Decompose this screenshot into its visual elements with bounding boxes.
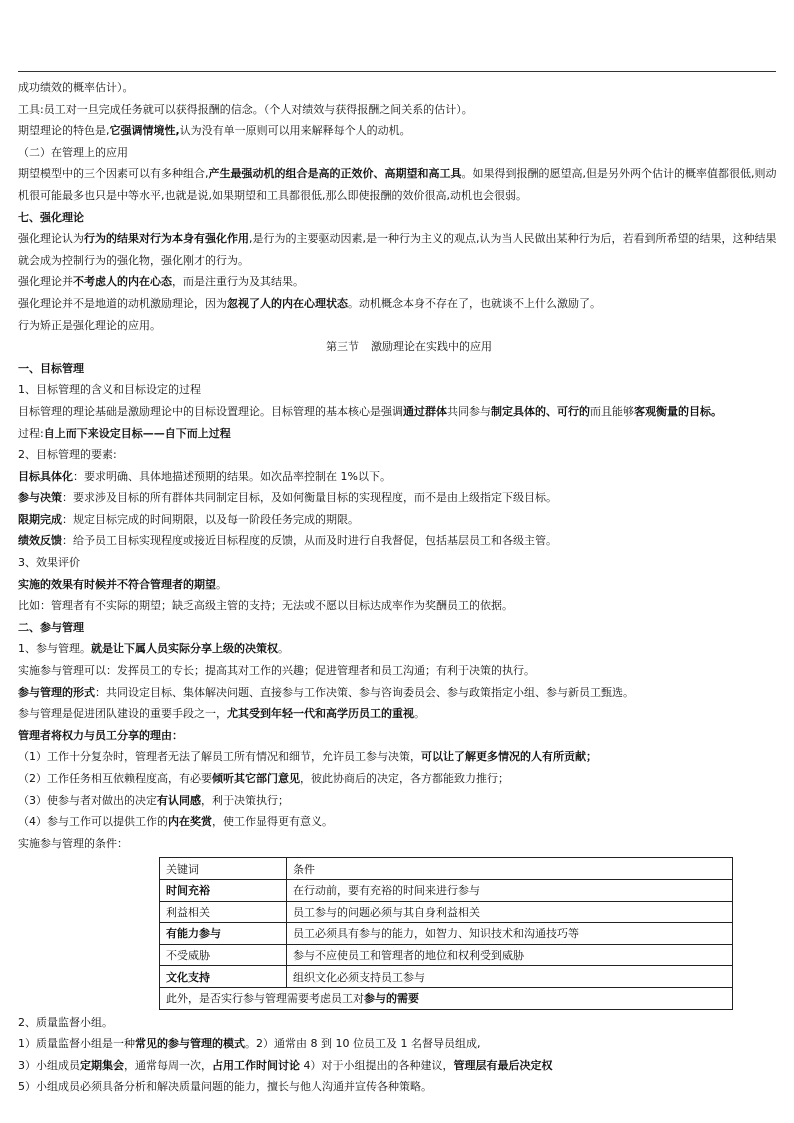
text-line: 强化理论并不考虑人的内在心态，而是注重行为及其结果。 xyxy=(18,275,304,289)
table-key-cell: 时间充裕 xyxy=(160,879,287,901)
text-line: （4）参与工作可以提供工作的内在奖赏，使工作显得更有意义。 xyxy=(18,815,333,829)
table-cond-cell: 员工必须具有参与的能力，如智力、知识技术和沟通技巧等 xyxy=(287,923,733,945)
table-row xyxy=(160,901,733,923)
text-line: 绩效反馈：给予员工目标实现程度或接近目标程度的反馈，从而及时进行自我督促，包括基层员工和各级主管。 xyxy=(18,534,557,548)
text-line: 行为矫正是强化理论的应用。 xyxy=(18,318,161,332)
text-line: 2、质量监督小组。 xyxy=(18,1015,113,1029)
table-key-cell: 不受威胁 xyxy=(160,944,287,966)
table-footer-row xyxy=(160,987,733,1009)
table-header-cell: 条件 xyxy=(287,858,733,880)
text-line: 实施参与管理可以：发挥员工的专长；提高其对工作的兴趣；促进管理者和员工沟通；有利于决策的执行。 xyxy=(18,664,535,678)
table-row xyxy=(160,944,733,966)
text-line: 目标具体化：要求明确、具体地描述预期的结果。如次品率控制在 1%以下。 xyxy=(18,469,391,483)
text-line: 3、效果评价 xyxy=(18,556,80,570)
subheading: （二）在管理上的应用 xyxy=(18,145,128,159)
header-rule xyxy=(18,71,776,72)
text-line: 过程:自上而下来设定目标——自下而上过程 xyxy=(18,426,231,440)
text-line: 1、目标管理的含义和目标设定的过程 xyxy=(18,383,201,397)
table-key-cell: 利益相关 xyxy=(160,901,287,923)
text-line: （1）工作十分复杂时，管理者无法了解员工所有情况和细节，允许员工参与决策，可以让了解更多情况的人有所贡献； xyxy=(18,750,597,764)
section-heading: 二、参与管理 xyxy=(18,620,84,634)
text-line: 1、参与管理。就是让下属人员实际分享上级的决策权。 xyxy=(18,642,289,656)
table-key-cell: 文化支持 xyxy=(160,966,287,988)
text-line: 成功绩效的概率估计）。 xyxy=(18,81,134,94)
text-line: 期望理论的特色是,它强调情境性,认为没有单一原则可以用来解释每个人的动机。 xyxy=(18,124,411,138)
text-line: 参与管理的形式：共同设定目标、集体解决问题、直接参与工作决策、参与咨询委员会、参与政策指定小组、参与新员工甄选。 xyxy=(18,685,634,699)
text-line: 比如：管理者有不实际的期望；缺乏高级主管的支持；无法或不愿以目标达成率作为奖酬员工的依据。 xyxy=(18,599,513,613)
text-line: 参与管理是促进团队建设的重要手段之一，尤其受到年轻一代和高学历员工的重视。 xyxy=(18,707,425,721)
text-line: 强化理论并不是地道的动机激励理论，因为忽视了人的内在心理状态。动机概念本身不存在了，也就谈不上什么激励了。 xyxy=(18,296,601,310)
text-line: （3）使参与者对做出的决定有认同感，利于决策执行； xyxy=(18,793,289,807)
paragraph: 强化理论认为行为的结果对行为本身有强化作用,是行为的主要驱动因素,是一种行为主义的观点,认为当人民做出某种行为后，若看到所希望的结果，这种结果就会成为控制行为的强化物，强化刚才的行为。 xyxy=(18,232,777,267)
table-cond-cell: 员工参与的问题必须与其自身利益相关 xyxy=(287,901,733,923)
text-line: 工具:员工对一旦完成任务就可以获得报酬的信念。（个人对绩效与获得报酬之间关系的估计）。 xyxy=(18,102,473,116)
table-cond-cell: 在行动前，要有充裕的时间来进行参与 xyxy=(287,879,733,901)
table-footer-cell: 此外，是否实行参与管理需要考虑员工对参与的需要 xyxy=(160,987,733,1009)
text-line: （2）工作任务相互依赖程度高，有必要倾听其它部门意见，彼此协商后的决定，各方都能致力推行； xyxy=(18,772,509,785)
section-heading: 一、目标管理 xyxy=(18,361,84,375)
chapter-title: 第三节 激励理论在实践中的应用 xyxy=(326,340,492,354)
text-line: 管理者将权力与员工分享的理由： xyxy=(18,728,183,742)
table-header-cell: 关键词 xyxy=(160,858,287,880)
text-line: 2、目标管理的要素: xyxy=(18,448,117,462)
table-row xyxy=(160,966,733,988)
text-line: 目标管理的理论基础是激励理论中的目标设置理论。目标管理的基本核心是强调通过群体共同参与制定具体的、可行的而且能够客观衡量的目标。 xyxy=(18,404,722,418)
section-heading: 七、强化理论 xyxy=(18,210,84,224)
table-header-row xyxy=(160,858,733,880)
text-line: 实施的效果有时候并不符合管理者的期望。 xyxy=(18,577,227,591)
text-line: 1）质量监督小组是一种常见的参与管理的模式。2）通常由 8 到 10 位员工及 1 名督导员组成, xyxy=(18,1037,481,1051)
table-row xyxy=(160,923,733,945)
document-body xyxy=(18,77,780,1098)
table-key-cell: 有能力参与 xyxy=(160,923,287,945)
paragraph: 期望模型中的三个因素可以有多种组合,产生最强动机的组合是高的正效价、高期望和高工具。如果得到报酬的愿望高,但是另外两个估计的概率值都很低,则动机很可能最多也只是中等水平,也就是说,如果期望和工具都很低,那么即使报酬的效价很高,动机也会很弱。 xyxy=(18,167,777,202)
table-cond-cell: 参与不应使员工和管理者的地位和权利受到威胁 xyxy=(287,944,733,966)
conditions-table xyxy=(159,857,733,1009)
table-cond-cell: 组织文化必须支持员工参与 xyxy=(287,966,733,988)
text-line: 实施参与管理的条件： xyxy=(18,836,128,850)
text-line: 参与决策：要求涉及目标的所有群体共同制定目标，及如何衡量目标的实现程度，而不是由上级指定下级目标。 xyxy=(18,491,557,505)
table-row xyxy=(160,879,733,901)
text-line: 5）小组成员必须具备分析和解决质量问题的能力，擅长与他人沟通并宣传各种策略。 xyxy=(18,1080,432,1094)
text-line: 3）小组成员定期集会，通常每周一次，占用工作时间讨论 4）对于小组提出的各种建议，管理层有最后决定权 xyxy=(18,1058,553,1072)
text-line: 限期完成：规定目标完成的时间期限，以及每一阶段任务完成的期限。 xyxy=(18,512,359,526)
